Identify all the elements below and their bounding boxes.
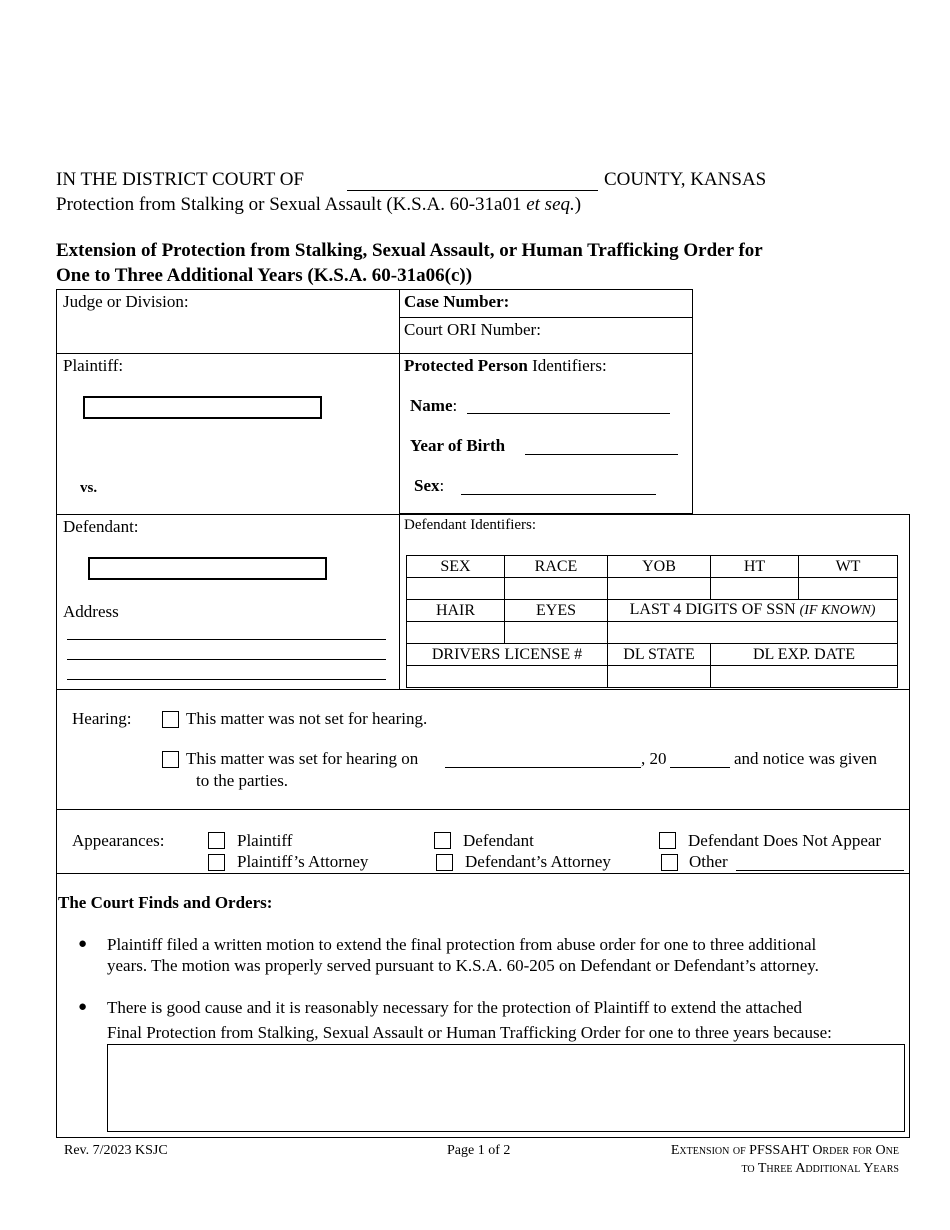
defendant-not-appear-checkbox[interactable] [659, 832, 676, 849]
findings-heading: The Court Finds and Orders: [58, 893, 273, 912]
yob-header: YOB [608, 556, 711, 578]
table-row [407, 600, 898, 622]
finding-1-line2: years. The motion was properly served pursuant to K.S.A. 60-205 on Defendant or Defendant’s attorney. [107, 956, 819, 975]
plaintiff-appearance-checkbox[interactable] [208, 832, 225, 849]
judge-division-label: Judge or Division: [63, 292, 189, 311]
protected-name-field[interactable] [467, 413, 670, 414]
plaintiff-divider [56, 353, 693, 354]
table-row [407, 622, 898, 644]
case-number-label: Case Number: [404, 292, 510, 311]
year-of-birth-label: Year of Birth [410, 436, 506, 455]
drivers-license-header: DRIVERS LICENSE # [407, 644, 608, 666]
table-row [407, 578, 898, 600]
other-appearance-label: Other [689, 852, 728, 871]
county-name-field[interactable] [347, 190, 598, 191]
defendant-appearance-checkbox[interactable] [434, 832, 451, 849]
hearing-year-prefix: , 20 [641, 749, 667, 768]
dl-exp-date-header: DL EXP. DATE [711, 644, 898, 666]
appearances-divider [56, 809, 910, 810]
court-suffix: COUNTY, KANSAS [604, 169, 767, 190]
defendant-label: Defendant: [63, 517, 139, 536]
footer-form-title-line2: to Three Additional Years [741, 1161, 899, 1176]
dl-state-cell[interactable] [608, 666, 711, 688]
case-number-divider [399, 317, 693, 318]
not-set-for-hearing-text: This matter was not set for hearing. [186, 709, 428, 728]
form-left-border [56, 689, 57, 1138]
table-row [407, 556, 898, 578]
ssn-header [608, 600, 898, 622]
wt-cell[interactable] [799, 578, 898, 600]
vs-label: vs. [80, 480, 98, 496]
subtitle-prefix: Protection from Stalking or Sexual Assault (K.S.A. 60-31a01 [56, 194, 522, 215]
plaintiff-appearance-label: Plaintiff [237, 831, 293, 850]
caption-left-border [56, 289, 57, 689]
hair-cell[interactable] [407, 622, 505, 644]
footer-form-title-line1: Extension of PFSSAHT Order for One [670, 1143, 899, 1158]
hearing-date-field[interactable] [445, 767, 641, 768]
plaintiff-attorney-checkbox[interactable] [208, 854, 225, 871]
address-line-2[interactable] [67, 659, 386, 660]
bullet-1: ● [78, 936, 88, 952]
ssn-label: LAST 4 DIGITS OF SSN [629, 601, 796, 618]
form-right-border [909, 514, 910, 1138]
defendant-identifiers-table [406, 555, 898, 688]
court-subtitle [56, 194, 581, 216]
name-label: Name [410, 396, 453, 415]
subtitle-suffix: ) [574, 194, 582, 215]
wt-header: WT [799, 556, 898, 578]
other-appearance-checkbox[interactable] [661, 854, 678, 871]
hair-header: HAIR [407, 600, 505, 622]
caption-top-border [56, 289, 399, 290]
ssn-note: (IF KNOWN) [799, 603, 876, 618]
finding-1-line1: Plaintiff filed a written motion to extend the final protection from abuse order for one to three additional [107, 935, 817, 954]
revision-label: Rev. 7/2023 KSJC [64, 1143, 168, 1158]
defendant-divider [56, 514, 910, 515]
identifiers-label: Identifiers: [532, 356, 607, 375]
race-header: RACE [505, 556, 608, 578]
protected-person-label: Protected Person [404, 356, 528, 375]
eyes-cell[interactable] [505, 622, 608, 644]
court-prefix: IN THE DISTRICT COURT OF [56, 169, 304, 190]
address-line-3[interactable] [67, 679, 386, 680]
sex-header: SEX [407, 556, 505, 578]
defendant-name-field[interactable] [88, 557, 327, 580]
defendant-identifiers-label: Defendant Identifiers: [404, 517, 537, 533]
defendant-not-appear-label: Defendant Does Not Appear [688, 831, 882, 850]
set-for-hearing-checkbox[interactable] [162, 751, 179, 768]
eyes-header: EYES [505, 600, 608, 622]
ht-header: HT [711, 556, 799, 578]
table-row [407, 666, 898, 688]
table-row [407, 644, 898, 666]
plaintiff-name-field[interactable] [83, 396, 322, 419]
defendant-attorney-label: Defendant’s Attorney [465, 852, 611, 871]
form-bottom-border [56, 1137, 910, 1138]
plaintiff-label: Plaintiff: [63, 356, 124, 375]
hearing-year-field[interactable] [670, 767, 730, 768]
court-ori-label: Court ORI Number: [404, 320, 541, 339]
dl-state-header: DL STATE [608, 644, 711, 666]
findings-divider [56, 873, 910, 874]
dl-exp-date-cell[interactable] [711, 666, 898, 688]
appearances-label: Appearances: [72, 831, 165, 850]
address-line-1[interactable] [67, 639, 386, 640]
not-set-for-hearing-checkbox[interactable] [162, 711, 179, 728]
subtitle-italic: et seq. [526, 194, 575, 215]
finding-2-line2: Final Protection from Stalking, Sexual Assault or Human Trafficking Order for one to three years because: [107, 1023, 832, 1042]
to-the-parties-text: to the parties. [196, 771, 289, 790]
sex-label: Sex [414, 476, 440, 495]
ht-cell[interactable] [711, 578, 799, 600]
court-heading [56, 169, 304, 191]
plaintiff-attorney-label: Plaintiff’s Attorney [237, 852, 369, 871]
set-for-hearing-text: This matter was set for hearing on [186, 749, 419, 768]
finding-2-line1: There is good cause and it is reasonably necessary for the protection of Plaintiff to extend the attached [107, 998, 803, 1017]
defendant-attorney-checkbox[interactable] [436, 854, 453, 871]
race-cell[interactable] [505, 578, 608, 600]
hearing-label: Hearing: [72, 709, 132, 728]
sex-cell[interactable] [407, 578, 505, 600]
good-cause-reason-box[interactable] [107, 1044, 905, 1132]
address-label: Address [63, 602, 119, 621]
sex-colon: : [439, 476, 445, 495]
hearing-divider [56, 689, 910, 690]
year-of-birth-field[interactable] [525, 454, 678, 455]
yob-cell[interactable] [608, 578, 711, 600]
protected-person-heading [404, 356, 607, 376]
sex-row [414, 476, 444, 496]
notice-given-text: and notice was given [734, 749, 878, 768]
form-title-line2: One to Three Additional Years (K.S.A. 60-31a06(c)) [56, 265, 473, 286]
other-appearance-field[interactable] [736, 870, 904, 871]
defendant-appearance-label: Defendant [463, 831, 534, 850]
form-title-line1: Extension of Protection from Stalking, Sexual Assault, or Human Trafficking Order for [56, 240, 763, 261]
page-number: Page 1 of 2 [447, 1143, 511, 1158]
ssn-cell[interactable] [608, 622, 898, 644]
name-colon: : [452, 396, 458, 415]
name-row [410, 396, 457, 416]
protected-sex-field[interactable] [461, 494, 656, 495]
drivers-license-cell[interactable] [407, 666, 608, 688]
bullet-2: ● [78, 999, 88, 1015]
